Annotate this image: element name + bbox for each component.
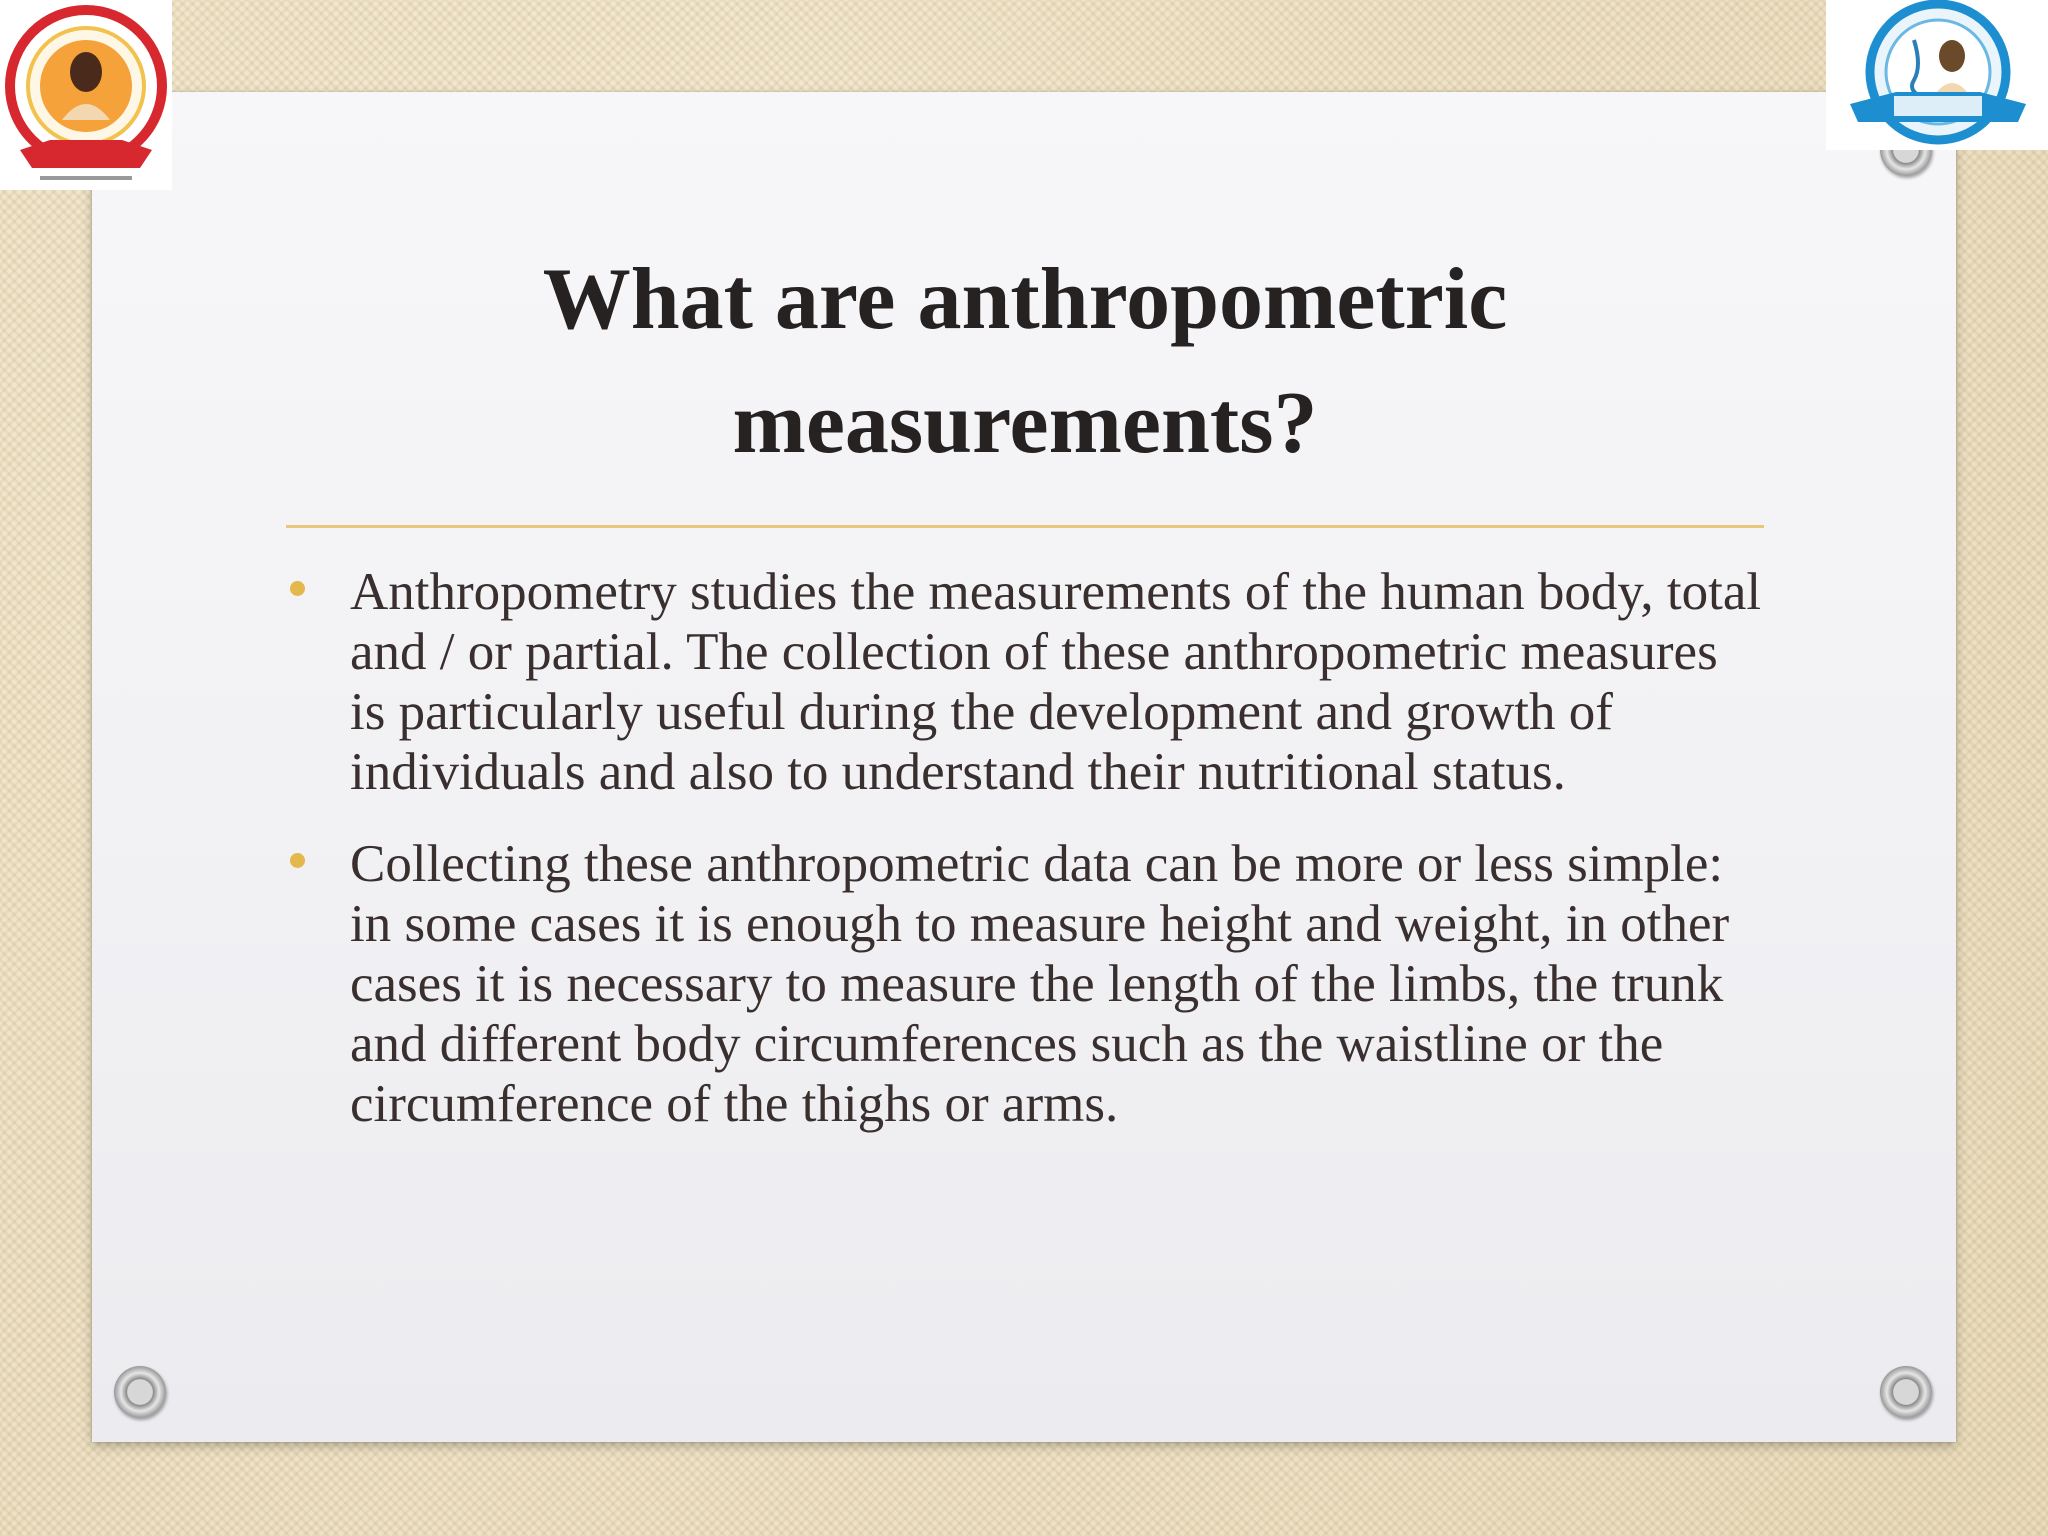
bullet-list bbox=[286, 562, 1764, 1166]
college-emblem-logo bbox=[1826, 0, 2048, 150]
college-emblem-icon bbox=[1826, 0, 2048, 150]
bullet-item bbox=[286, 562, 1764, 802]
bullet-dot-icon bbox=[290, 581, 305, 596]
bullet-text: Collecting these anthropometric data can be more or less simple: in some cases it is enough to measure height and weight, in other cases it is necessary to measure the length of the limbs, the trunk and different body circumferences such as the waistline or the circumference of the thighs or arms. bbox=[350, 835, 1730, 1133]
grommet-bottom-right-icon bbox=[1880, 1366, 1932, 1418]
title-divider bbox=[286, 525, 1764, 528]
bullet-dot-icon bbox=[290, 853, 305, 868]
slide-title-line2: measurements? bbox=[732, 375, 1318, 472]
bullet-item bbox=[286, 834, 1764, 1134]
bullet-text: Anthropometry studies the measurements of the human body, total and / or partial. The collection of these anthropometric measures is particularly useful during the development and growth of individuals and also to understand their nutritional status. bbox=[350, 563, 1762, 801]
university-seal-logo bbox=[0, 0, 172, 190]
slide-title bbox=[286, 238, 1764, 486]
grommet-bottom-left-icon bbox=[114, 1366, 166, 1418]
university-seal-icon bbox=[0, 0, 172, 190]
slide-title-line1: What are anthropometric bbox=[542, 251, 1508, 348]
